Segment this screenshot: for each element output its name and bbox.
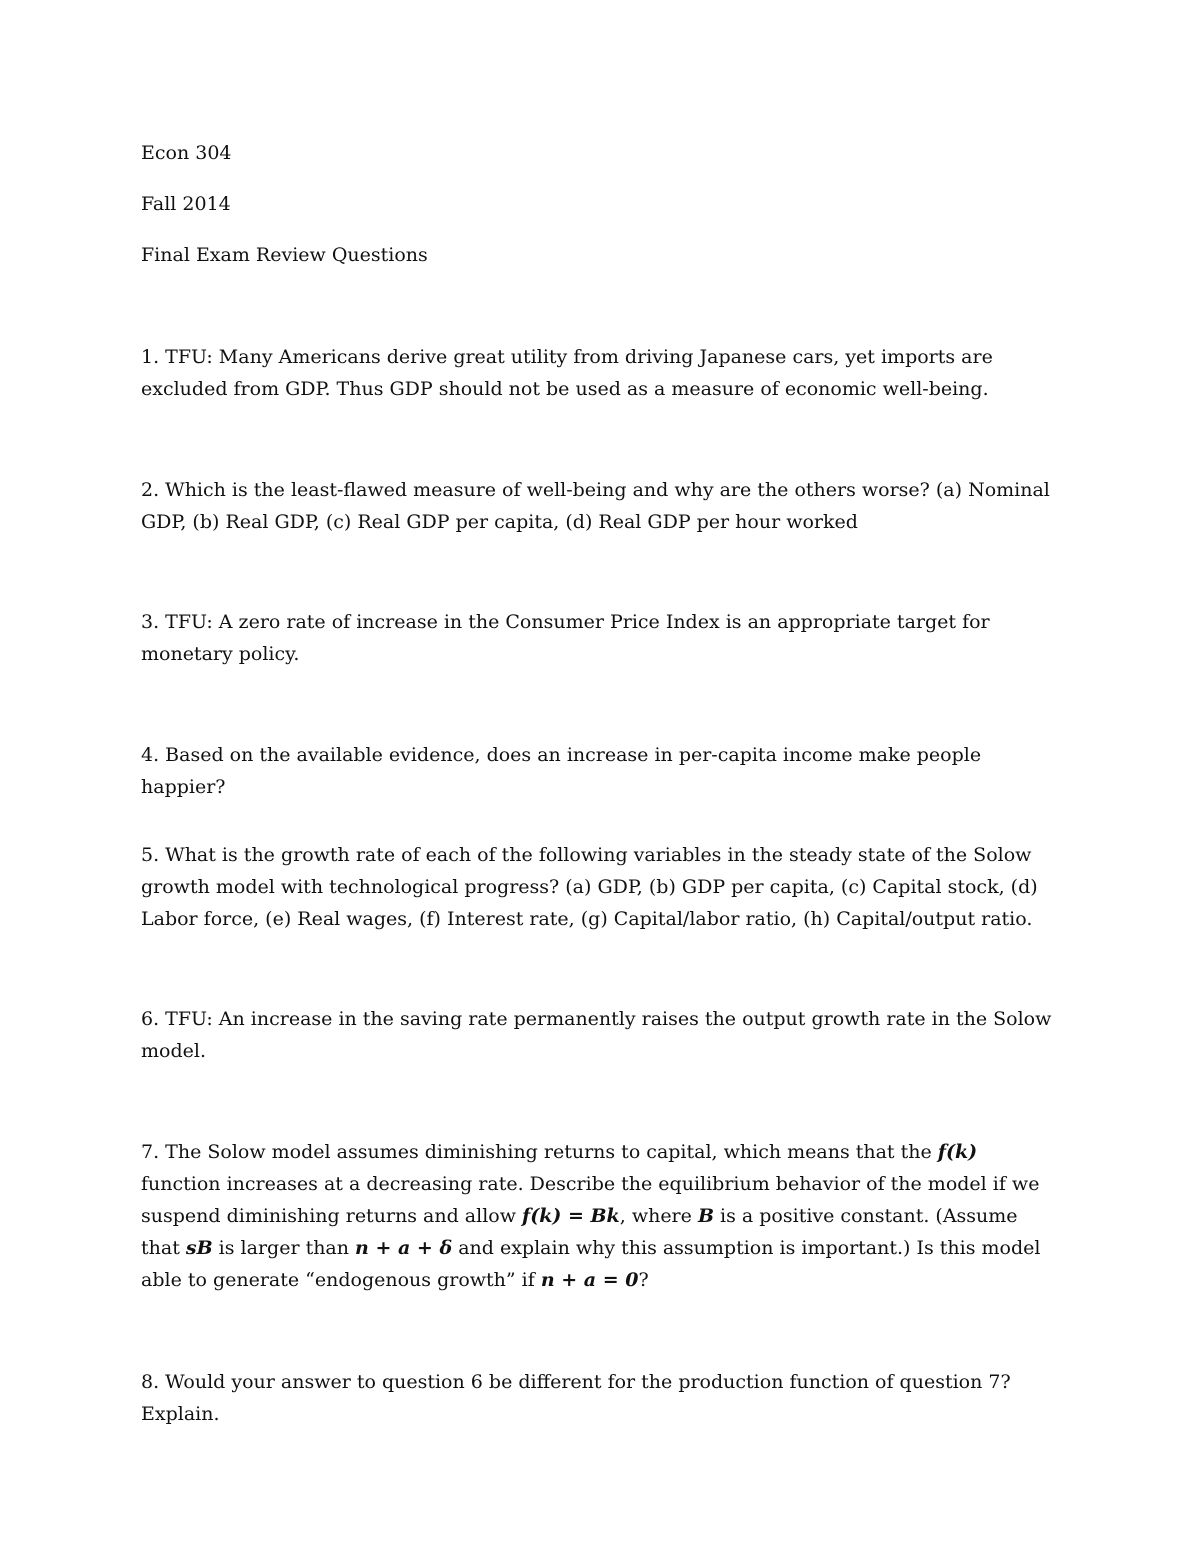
question-8: [141, 1366, 1061, 1430]
question-7: [141, 1136, 1061, 1296]
question-text-part: function increases at a decreasing rate. Describe the equilibrium behavior of the model if we suspend diminishing returns and allow: [141, 1173, 1040, 1227]
document-title: Final Exam Review Questions: [141, 244, 428, 266]
question-1: [141, 341, 1061, 405]
term: Fall 2014: [141, 193, 231, 215]
math-expression: f(k) = Bk: [522, 1205, 620, 1227]
question-text: 3. TFU: A zero rate of increase in the Consumer Price Index is an appropriate target for monetary policy.: [141, 611, 990, 665]
question-text-part: and explain why this assumption is important.) Is this model able to generate “endogenous growth” if: [141, 1237, 1041, 1291]
question-text: 5. What is the growth rate of each of the following variables in the steady state of the Solow growth model with technological progress? (a) GDP, (b) GDP per capita, (c) Capital stock, (d) Labor force, (e) Real wages, (f) Interest rate, (g) Capital/labor ratio, (h) Capital/output ratio.: [141, 844, 1038, 930]
question-text: [141, 1136, 1061, 1296]
question-text: 2. Which is the least-flawed measure of well-being and why are the others worse? (a) Nominal GDP, (b) Real GDP, (c) Real GDP per capita, (d) Real GDP per hour worked: [141, 479, 1050, 533]
question-text: 6. TFU: An increase in the saving rate permanently raises the output growth rate in the Solow model.: [141, 1008, 1052, 1062]
math-expression: n + a = 0: [540, 1269, 639, 1291]
math-expression: B: [697, 1205, 714, 1227]
question-text: 4. Based on the available evidence, does an increase in per-capita income make people happier?: [141, 744, 982, 798]
math-expression: n + a + δ: [355, 1237, 453, 1259]
question-5: [141, 839, 1061, 935]
question-text: 1. TFU: Many Americans derive great utility from driving Japanese cars, yet imports are excluded from GDP. Thus GDP should not be used as a measure of economic well-being.: [141, 346, 993, 400]
question-text-part: ?: [638, 1269, 649, 1291]
question-text-part: is larger than: [212, 1237, 356, 1259]
question-text-part: 7. The Solow model assumes diminishing returns to capital, which means that the: [141, 1141, 938, 1163]
question-2: [141, 474, 1061, 538]
math-expression: sB: [185, 1237, 213, 1259]
question-text-part: , where: [619, 1205, 698, 1227]
question-3: [141, 606, 1061, 670]
question-text-part: is a positive constant. (Assume that: [141, 1205, 1018, 1259]
question-text: 8. Would your answer to question 6 be different for the production function of question 7? Explain.: [141, 1371, 1011, 1425]
question-4: [141, 739, 1061, 803]
question-6: [141, 1003, 1061, 1067]
math-expression: f(k): [937, 1141, 978, 1163]
course-name: Econ 304: [141, 142, 232, 164]
